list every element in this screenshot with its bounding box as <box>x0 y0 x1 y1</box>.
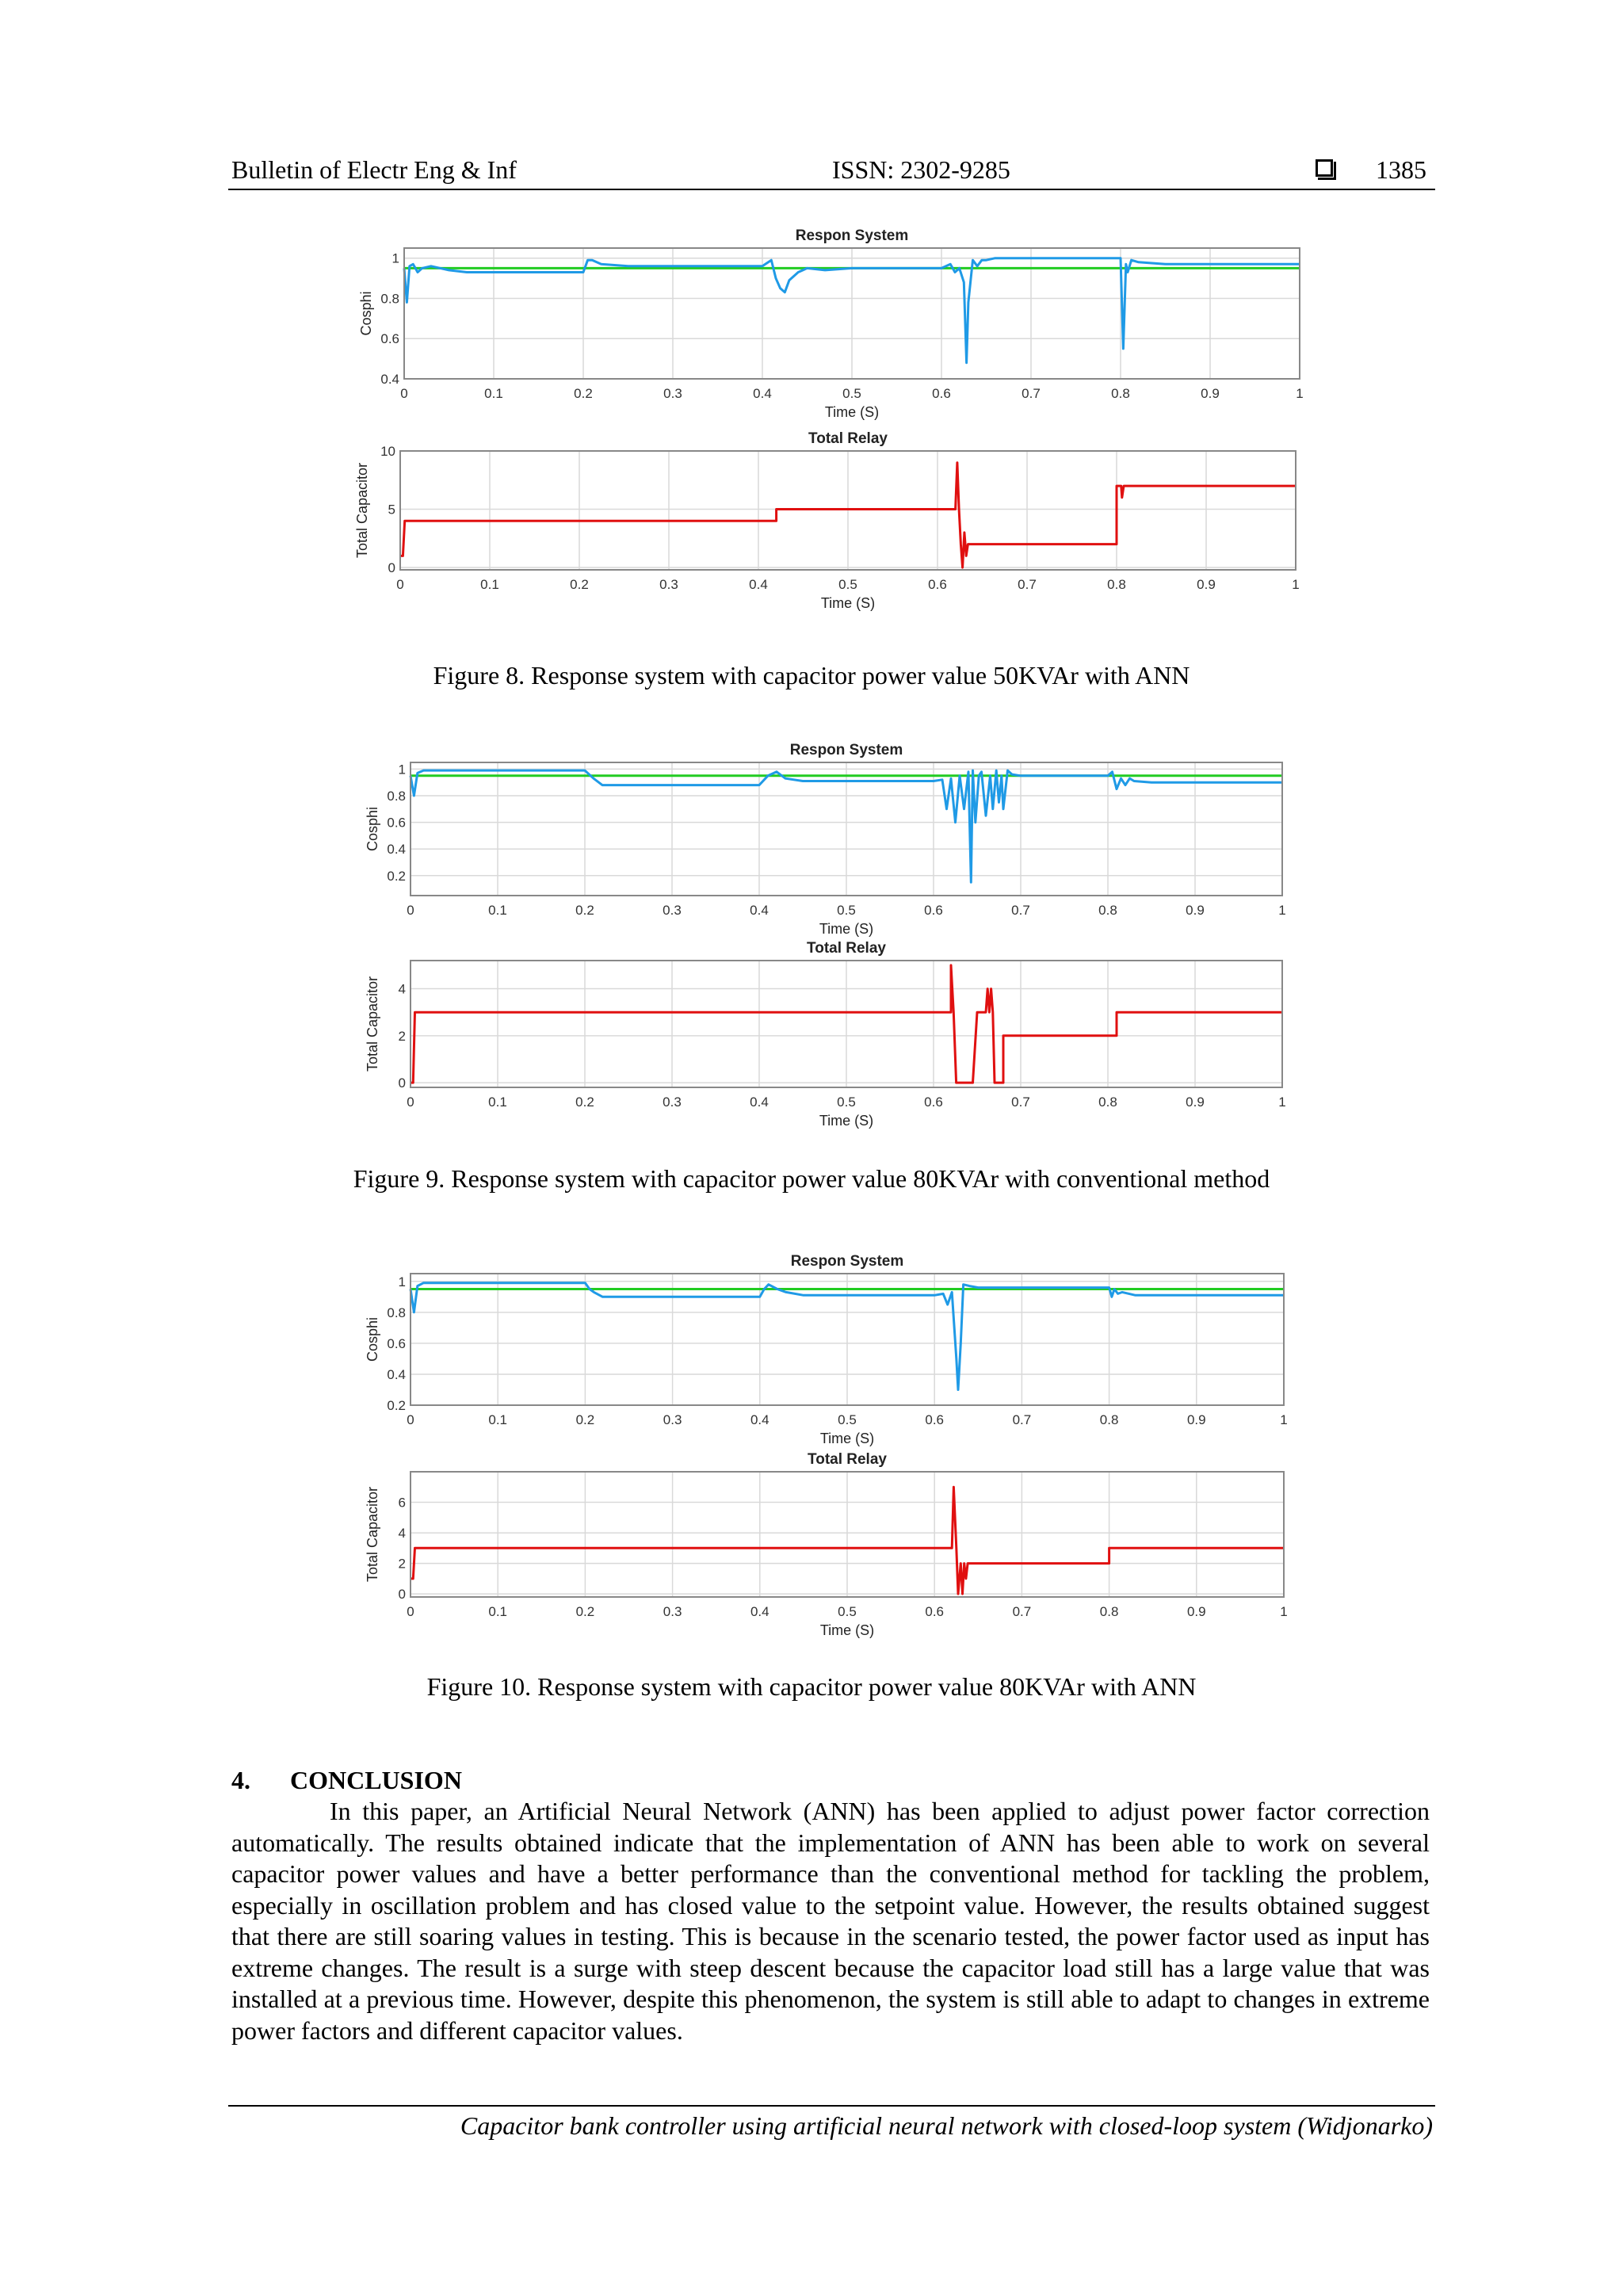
x-axis-label: Time (S) <box>820 595 876 611</box>
x-tick-label: 0.7 <box>1011 903 1030 918</box>
x-tick-label: 0.4 <box>753 386 772 401</box>
x-tick-label: 1 <box>1278 903 1286 918</box>
x-tick-label: 0.3 <box>663 1604 682 1619</box>
y-tick-label: 6 <box>398 1495 406 1511</box>
x-tick-label: 0 <box>396 577 404 592</box>
x-tick-label: 0.2 <box>574 386 593 401</box>
x-tick-label: 0.4 <box>750 903 769 918</box>
square-icon <box>1316 159 1333 177</box>
y-tick-label: 2 <box>398 1556 406 1572</box>
x-tick-label: 0.8 <box>1098 1095 1117 1110</box>
header-rule <box>228 189 1435 190</box>
x-tick-label: 0.4 <box>750 1604 769 1619</box>
y-tick-label: 1 <box>391 250 399 266</box>
x-tick-label: 0.2 <box>575 903 594 918</box>
y-tick-label: 5 <box>388 502 395 518</box>
x-tick-label: 0.3 <box>663 1095 682 1110</box>
page-number: 1385 <box>1376 155 1426 184</box>
x-tick-label: 0.8 <box>1099 1604 1119 1619</box>
x-tick-label: 0.2 <box>575 1604 595 1619</box>
y-tick-label: 1 <box>398 1274 406 1289</box>
figure-10-chart-top <box>349 1245 1300 1448</box>
x-tick-label: 0.6 <box>924 1095 943 1110</box>
x-tick-label: 0.7 <box>1018 577 1037 592</box>
y-axis-label: Cosphi <box>365 1316 380 1362</box>
y-tick-label: 0.4 <box>380 372 399 387</box>
y-tick-label: 4 <box>398 981 406 997</box>
x-tick-label: 0.8 <box>1098 903 1117 918</box>
conclusion-paragraph: In this paper, an Artificial Neural Network (ANN) has been applied to adjust power factor correction automatically. The results obtained indicate that the implementation of ANN has been able to work on several capacitor power values and have a better performance than the conventional method for tackling the problem, especially in oscillation problem and has closed value to the setpoint value. However, the results obtained suggest that there are still soaring values in testing. This is because in the scenario tested, the power factor used as input has extreme changes. The result is a surge with steep descent because the capacitor load still has a large value that was installed at a previous time. However, despite this phenomenon, the system is still able to adapt to changes in extreme power factors and different capacitor values. <box>231 1797 1430 2045</box>
y-tick-label: 0.6 <box>387 1335 406 1351</box>
y-tick-label: 1 <box>398 762 406 777</box>
x-tick-label: 0.1 <box>488 1604 508 1619</box>
figure-8-chart-top <box>341 218 1316 424</box>
x-axis-label: Time (S) <box>819 1113 874 1129</box>
x-axis-label: Time (S) <box>819 1622 875 1638</box>
footer-rule <box>228 2105 1435 2107</box>
y-axis-label: Total Capacitor <box>365 976 380 1072</box>
y-tick-label: 0.8 <box>387 789 406 804</box>
x-tick-label: 0.4 <box>750 1095 769 1110</box>
x-tick-label: 0.9 <box>1186 1095 1205 1110</box>
y-axis-label: Cosphi <box>358 291 374 336</box>
figure-8-chart-bottom <box>341 424 1316 630</box>
x-tick-label: 0.6 <box>928 577 947 592</box>
x-tick-label: 0 <box>400 386 408 401</box>
x-tick-label: 0.3 <box>663 1412 682 1427</box>
x-tick-label: 0 <box>407 1095 414 1110</box>
x-tick-label: 0.7 <box>1012 1412 1032 1427</box>
x-tick-label: 0.9 <box>1197 577 1216 592</box>
figure-10-chart-bottom <box>349 1448 1300 1651</box>
y-tick-label: 0.8 <box>380 291 399 307</box>
x-tick-label: 0.7 <box>1022 386 1041 401</box>
figure-9-caption: Figure 9. Response system with capacitor power value 80KVAr with conventional method <box>353 1164 1270 1193</box>
y-tick-label: 0 <box>398 1587 406 1603</box>
x-tick-label: 0.3 <box>663 903 682 918</box>
x-tick-label: 0.3 <box>659 577 678 592</box>
section-heading <box>231 1766 462 1795</box>
y-tick-label: 4 <box>398 1526 406 1541</box>
y-tick-label: 0 <box>398 1075 406 1091</box>
x-tick-label: 0.6 <box>925 1412 945 1427</box>
y-tick-label: 0.4 <box>387 1366 406 1382</box>
figure-10-caption: Figure 10. Response system with capacitor power value 80KVAr with ANN <box>426 1672 1197 1701</box>
x-axis-label: Time (S) <box>819 921 874 937</box>
footer-running-title: Capacitor bank controller using artificial neural network with closed-loop system (Widjonarko) <box>460 2111 1433 2140</box>
y-tick-label: 0.4 <box>387 842 406 858</box>
x-tick-label: 0 <box>407 903 414 918</box>
x-axis-label: Time (S) <box>819 1431 875 1446</box>
chart-title: Respon System <box>790 1253 904 1270</box>
x-tick-label: 0.4 <box>750 1412 769 1427</box>
x-tick-label: 0.8 <box>1107 577 1126 592</box>
x-tick-label: 0.3 <box>663 386 682 401</box>
x-tick-label: 0.2 <box>575 1095 594 1110</box>
y-tick-label: 0.2 <box>387 1398 406 1413</box>
x-tick-label: 1 <box>1292 577 1300 592</box>
x-tick-label: 0.1 <box>488 1095 507 1110</box>
y-tick-label: 0.6 <box>380 331 399 347</box>
x-tick-label: 0.7 <box>1011 1095 1030 1110</box>
x-tick-label: 1 <box>1280 1604 1288 1619</box>
x-tick-label: 0.8 <box>1111 386 1130 401</box>
x-tick-label: 0.2 <box>570 577 589 592</box>
figure-9-chart-bottom <box>349 937 1300 1135</box>
chart-title: Total Relay <box>808 1451 887 1468</box>
x-tick-label: 0.1 <box>488 903 507 918</box>
x-tick-label: 0 <box>407 1604 414 1619</box>
x-tick-label: 0.5 <box>838 1412 857 1427</box>
x-tick-label: 0.8 <box>1099 1412 1119 1427</box>
x-tick-label: 0.5 <box>838 577 857 592</box>
y-tick-label: 10 <box>380 444 395 459</box>
journal-name: Bulletin of Electr Eng & Inf <box>231 155 517 184</box>
section-title: CONCLUSION <box>290 1766 462 1794</box>
section-number: 4. <box>231 1766 250 1794</box>
x-tick-label: 0.1 <box>488 1412 508 1427</box>
x-tick-label: 1 <box>1296 386 1304 401</box>
x-tick-label: 0.9 <box>1186 1412 1206 1427</box>
x-tick-label: 0.1 <box>484 386 503 401</box>
x-tick-label: 0.6 <box>925 1604 945 1619</box>
x-tick-label: 0.9 <box>1186 1604 1206 1619</box>
x-axis-label: Time (S) <box>824 404 880 420</box>
x-tick-label: 0.1 <box>480 577 499 592</box>
y-axis-label: Total Capacitor <box>365 1486 380 1583</box>
figure-8-caption: Figure 8. Response system with capacitor power value 50KVAr with ANN <box>433 661 1190 690</box>
y-tick-label: 0.2 <box>387 868 406 884</box>
x-tick-label: 0.5 <box>842 386 861 401</box>
x-tick-label: 0.5 <box>837 1095 856 1110</box>
figure-9-chart-top <box>349 739 1300 937</box>
y-tick-label: 2 <box>398 1028 406 1044</box>
chart-title: Respon System <box>789 742 903 758</box>
x-tick-label: 0.6 <box>924 903 943 918</box>
y-axis-label: Total Capacitor <box>354 462 370 559</box>
x-tick-label: 0.2 <box>575 1412 595 1427</box>
y-tick-label: 0 <box>388 560 395 576</box>
y-axis-label: Cosphi <box>365 806 380 852</box>
y-tick-label: 0.6 <box>387 815 406 831</box>
x-tick-label: 0.9 <box>1201 386 1220 401</box>
x-tick-label: 0.4 <box>749 577 768 592</box>
y-tick-label: 0.8 <box>387 1305 406 1320</box>
x-tick-label: 0 <box>407 1412 414 1427</box>
x-tick-label: 0.7 <box>1012 1604 1032 1619</box>
x-tick-label: 1 <box>1278 1095 1286 1110</box>
chart-title: Total Relay <box>808 430 888 447</box>
x-tick-label: 0.9 <box>1186 903 1205 918</box>
chart-title: Respon System <box>795 227 909 244</box>
chart-title: Total Relay <box>807 940 886 957</box>
x-tick-label: 0.5 <box>838 1604 857 1619</box>
x-tick-label: 1 <box>1280 1412 1288 1427</box>
x-tick-label: 0.6 <box>932 386 951 401</box>
x-tick-label: 0.5 <box>837 903 856 918</box>
issn: ISSN: 2302-9285 <box>832 155 1010 184</box>
